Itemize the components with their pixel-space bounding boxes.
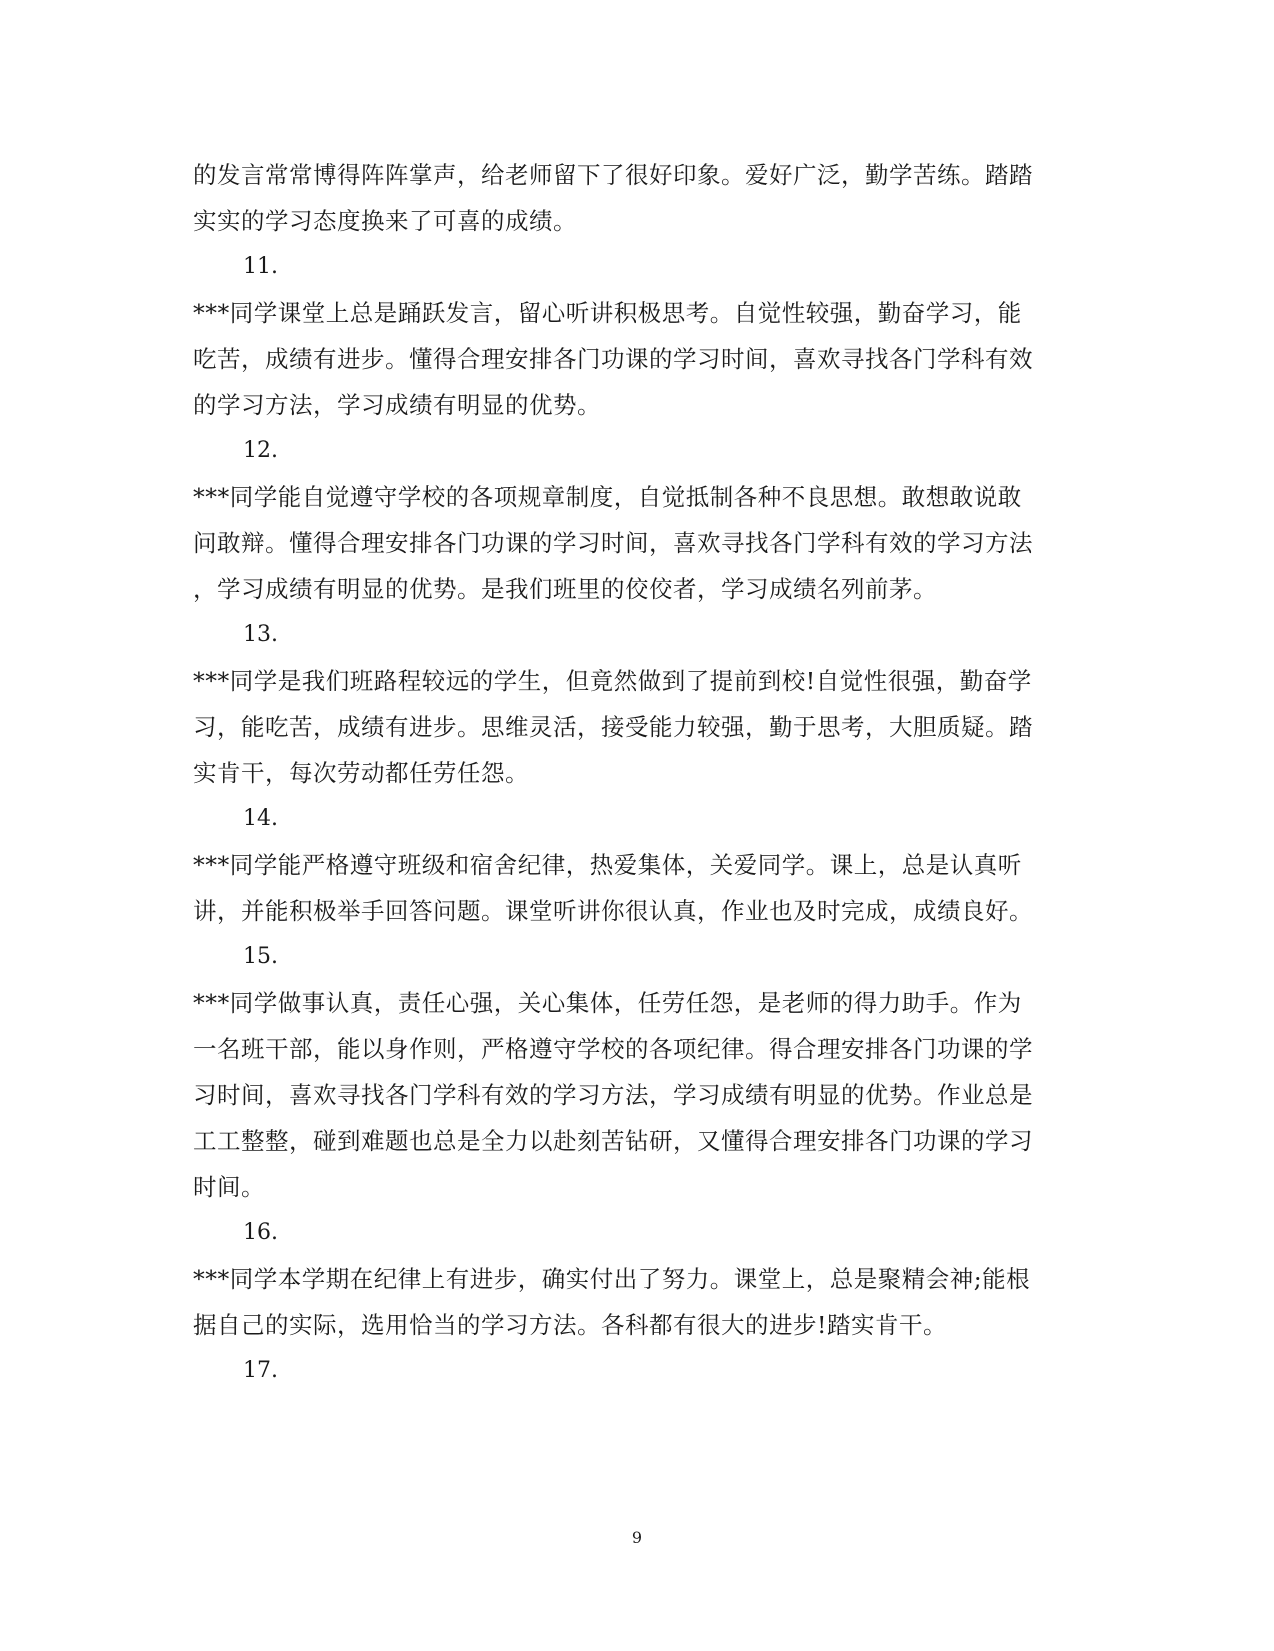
paragraph-line: 的学习方法，学习成绩有明显的优势。 — [193, 391, 601, 419]
paragraph-line: ***同学是我们班路程较远的学生，但竟然做到了提前到校!自觉性很强，勤奋学 — [193, 667, 1032, 695]
item-number: 14. — [243, 806, 278, 831]
item-number: 13. — [243, 622, 278, 647]
paragraph-line: 习，能吃苦，成绩有进步。思维灵活，接受能力较强，勤于思考，大胆质疑。踏 — [193, 713, 1033, 741]
paragraph-line: 的发言常常博得阵阵掌声，给老师留下了很好印象。爱好广泛，勤学苦练。踏踏 — [193, 161, 1033, 189]
page-number: 9 — [631, 1528, 643, 1547]
paragraph-line: ***同学本学期在纪律上有进步，确实付出了努力。课堂上，总是聚精会神;能根 — [193, 1265, 1031, 1293]
paragraph-line: 实实的学习态度换来了可喜的成绩。 — [193, 207, 577, 235]
paragraph-line: 一名班干部，能以身作则，严格遵守学校的各项纪律。得合理安排各门功课的学 — [193, 1035, 1033, 1063]
paragraph-line: 讲，并能积极举手回答问题。课堂听讲你很认真，作业也及时完成，成绩良好。 — [193, 897, 1033, 925]
paragraph-line: ***同学课堂上总是踊跃发言，留心听讲积极思考。自觉性较强，勤奋学习，能 — [193, 299, 1022, 327]
paragraph-line: 习时间，喜欢寻找各门学科有效的学习方法，学习成绩有明显的优势。作业总是 — [193, 1081, 1033, 1109]
paragraph-line: 工工整整，碰到难题也总是全力以赴刻苦钻研，又懂得合理安排各门功课的学习 — [193, 1127, 1033, 1155]
paragraph-line: 实肯干，每次劳动都任劳任怨。 — [193, 759, 529, 787]
paragraph-line: 问敢辩。懂得合理安排各门功课的学习时间，喜欢寻找各门学科有效的学习方法 — [193, 529, 1033, 557]
paragraph-line: ***同学做事认真，责任心强，关心集体，任劳任怨，是老师的得力助手。作为 — [193, 989, 1022, 1017]
paragraph-line: 吃苦，成绩有进步。懂得合理安排各门功课的学习时间，喜欢寻找各门学科有效 — [193, 345, 1033, 373]
paragraph-line: 据自己的实际，选用恰当的学习方法。各科都有很大的进步!踏实肯干。 — [193, 1311, 947, 1339]
item-number: 11. — [243, 254, 278, 279]
paragraph-line: ***同学能自觉遵守学校的各项规章制度，自觉抵制各种不良思想。敢想敢说敢 — [193, 483, 1022, 511]
paragraph-line: 时间。 — [193, 1173, 265, 1201]
item-number: 12. — [243, 438, 278, 463]
paragraph-line: ，学习成绩有明显的优势。是我们班里的佼佼者，学习成绩名列前茅。 — [193, 575, 937, 603]
item-number: 16. — [243, 1220, 278, 1245]
item-number: 15. — [243, 944, 278, 969]
paragraph-line: ***同学能严格遵守班级和宿舍纪律，热爱集体，关爱同学。课上，总是认真听 — [193, 851, 1022, 879]
item-number: 17. — [243, 1358, 278, 1383]
